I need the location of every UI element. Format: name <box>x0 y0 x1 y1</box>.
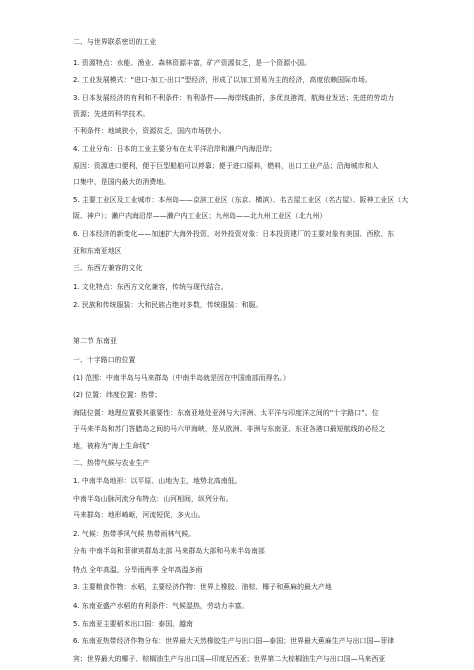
text-line: 6. 日本经济的新变化——加速扩大海外投资，对外投资对象：日本投资建厂的主要对象有美国、西欧、东 <box>73 230 395 238</box>
text-line: 3. 日本发展经济的有利和不利条件：有利条件——海岸线曲折，多优良港湾，航海业发达；先进的劳动力 <box>73 94 395 102</box>
text-line: 于马来半岛和苏门答腊岛之间的马六甲海峡，是从欧洲、非洲与东南亚、东亚各港口最短航线的必经之 <box>73 425 386 433</box>
text-line: 1. 文化特点：东西方文化兼容，传统与现代结合。 <box>73 283 228 291</box>
section-heading: 一、十字路口的位置 <box>73 356 136 364</box>
section-heading: 第二节 东南亚 <box>73 337 117 345</box>
text-line: 1. 资源特点：水能、渔业、森林资源丰富，矿产资源贫乏，是一个资源小国。 <box>73 59 311 67</box>
text-line: 资源；先进的科学技术。 <box>73 110 150 118</box>
text-line: 亚和东南亚地区 <box>73 247 122 255</box>
text-line: 口集中，是国内最大的消费地。 <box>73 178 171 186</box>
text-line: 1. 中南半岛地形：以平原、山地为主，地势北高南低。 <box>73 477 242 485</box>
text-line: 6. 东南亚热带经济作物分布：世界最大天然橡胶生产与出口国—泰国；世界最大蕉麻生产与出口国—菲律 <box>73 637 395 645</box>
text-line: 4. 工业分布：日本的工业主要分布在太平洋沿岸和濑户内海沿岸； <box>73 145 277 153</box>
text-line: 分布 中南半岛和菲律宾群岛北部 马来群岛大部和马来半岛南部 <box>73 547 265 555</box>
text-line: 5. 主要工业区及工业城市：本州岛——京滨工业区（东京、横滨）、名古屋工业区（名古屋）、阪神工业区（大 <box>73 196 409 204</box>
text-line: 2. 民族和传统服装：大和民族占绝对多数，传统服装：和服。 <box>73 301 263 309</box>
section-heading: 三、东西方兼容的文化 <box>73 264 143 272</box>
text-line: 2. 气候：热带季风气候 热带雨林气候。 <box>73 530 196 538</box>
section-heading: 二、与世界联系密切的工业 <box>73 38 157 46</box>
text-line: 原因：资源进口便利，便于巨型船舶可以停靠；便于进口原料，燃料，出口工业产品；沿海城市和人 <box>73 162 379 170</box>
text-line: 3. 主要粮食作物：水稻，主要经济作物：世界上橡胶、油棕、椰子和蕉麻的最大产地 <box>73 583 332 591</box>
text-line: 阪、神户）；濑户内海沿岸——濑户内工业区；九州岛——北九州工业区（北九州） <box>73 212 327 220</box>
text-line: 不利条件：地域狭小，资源贫乏，国内市场狭小。 <box>73 127 226 135</box>
text-line: 5. 东南亚主要稻米出口国：泰国、越南 <box>73 620 193 628</box>
section-heading: 二、热带气候与农业生产 <box>73 459 150 467</box>
text-line: (1) 范围：中南半岛与马来群岛（中南半岛就是因在中国南部而得名。） <box>73 374 290 382</box>
text-line: 马来群岛：地形崎岖，河流短促，多火山。 <box>73 511 205 519</box>
text-line: 中南半岛山脉河流分布特点：山河相间，纵列分布。 <box>73 495 233 503</box>
text-line: 特点 全年高温，分旱雨两季 全年高温多雨 <box>73 566 203 574</box>
text-line: 2. 工业发展模式：“进口-加工-出口”型经济，形成了以加工贸易为主的经济，高度依赖国际市场。 <box>73 76 372 84</box>
text-line: 4. 东南亚盛产水稻的有利条件：气候湿热，劳动力丰富。 <box>73 602 249 610</box>
text-line: 地，被称为“海上生命线” <box>73 442 150 450</box>
text-line: 宾；世界最大的椰子、棕榈油生产与出口国—印度尼西亚；世界第二大棕榈油生产与出口国—马来西亚 <box>73 655 386 663</box>
text-line: (2) 位置：纬度位置：热带； <box>73 391 162 399</box>
text-line: 海陆位置：地理位置极其重要性：东南亚地处亚洲与大洋洲、太平洋与印度洋之间的“十字路口”。位 <box>73 409 379 417</box>
